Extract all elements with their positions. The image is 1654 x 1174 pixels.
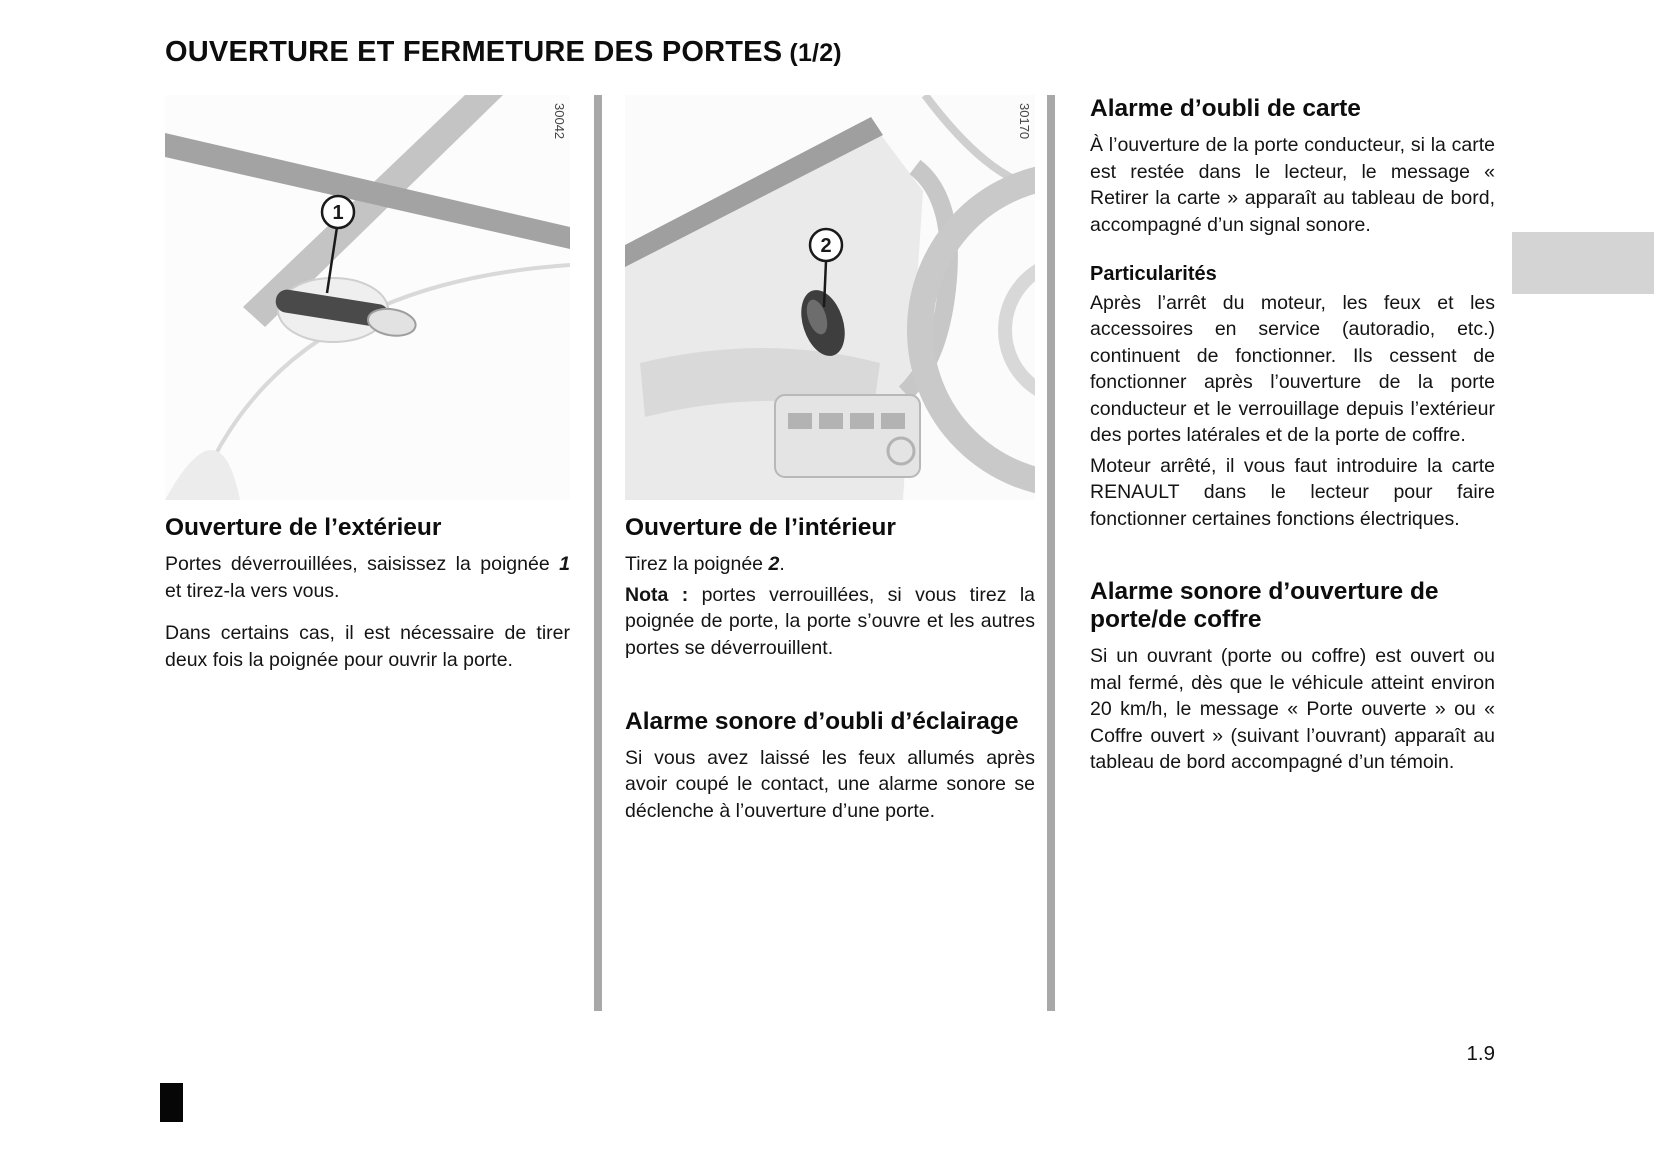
interior-para-1-end: . bbox=[779, 553, 785, 576]
handle-ref-2: 2 bbox=[768, 553, 780, 576]
heading-lights-alarm: Alarme sonore d’oubli d’éclairage bbox=[625, 707, 1019, 735]
card-alarm-para: À l’ouverture de la porte conducteur, si la carte est restée dans le lecteur, le message « Retirer la carte » apparaît au tableau de bord, accompagné d’un signal sonore. bbox=[1090, 134, 1495, 236]
subheading-particularites: Particularités bbox=[1090, 262, 1217, 285]
heading-interior: Ouverture de l’intérieur bbox=[625, 514, 896, 541]
heading-exterior: Ouverture de l’extérieur bbox=[165, 514, 442, 541]
page-title-main: OUVERTURE ET FERMETURE DES PORTES bbox=[165, 36, 783, 68]
window-switch bbox=[850, 413, 874, 429]
exterior-para-2: Dans certains cas, il est nécessaire de tirer deux fois la poignée pour ouvrir la porte. bbox=[165, 622, 570, 671]
figure-exterior-door-handle bbox=[165, 95, 570, 500]
interior-para-2 bbox=[625, 582, 1035, 662]
column-exterior bbox=[165, 95, 570, 678]
nota-text: portes verrouillées, si vous tirez la poignée de porte, la porte s’ouvre et les autres portes se déverrouillent. bbox=[625, 583, 1035, 659]
page-number: 1.9 bbox=[1466, 1042, 1495, 1065]
column-alarms bbox=[1090, 95, 1495, 780]
callout-number-1: 1 bbox=[332, 202, 344, 224]
column-divider-right bbox=[1047, 95, 1055, 1011]
heading-card-alarm: Alarme d’oubli de carte bbox=[1090, 95, 1361, 122]
exterior-para-1 bbox=[165, 551, 570, 604]
column-divider-left bbox=[594, 95, 602, 1011]
handle-ref-1: 1 bbox=[559, 553, 570, 576]
exterior-para-1-text: Portes déverrouillées, saisissez la poignée bbox=[165, 553, 560, 576]
lights-alarm-para: Si vous avez laissé les feux allumés après avoir coupé le contact, une alarme sonore se déclenche à l’ouverture d’une porte. bbox=[625, 746, 1035, 822]
section-edge-tab bbox=[1512, 232, 1654, 294]
interior-para-1-text: Tirez la poignée bbox=[625, 553, 769, 576]
print-registration-mark bbox=[160, 1083, 183, 1122]
window-switch bbox=[788, 413, 812, 429]
window-switch bbox=[819, 413, 843, 429]
figure-code-left: 30042 bbox=[552, 103, 567, 140]
interior-para-1 bbox=[625, 551, 1035, 578]
figure-interior-door bbox=[625, 95, 1035, 500]
page-title-suffix: (1/2) bbox=[782, 39, 842, 67]
nota-label: Nota : bbox=[625, 583, 689, 606]
door-open-alarm-para: Si un ouvrant (porte ou coffre) est ouvert ou mal fermé, dès que le véhicule atteint environ 20 km/h, le message « Porte ouverte » ou « Coffre ouvert » (suivant l’ouvrant) apparaît au tableau de bord accompagné d’un témoin. bbox=[1090, 645, 1495, 774]
figure-code-middle: 30170 bbox=[1017, 103, 1032, 140]
window-switch bbox=[881, 413, 905, 429]
particularites-para-1: Après l’arrêt du moteur, les feux et les accessoires en service (autoradio, etc.) continuent de fonctionner. Ils cessent de fonctionner après l’ouverture de la porte conducteur et le verrouillage depuis l’extérieur des portes latérales et de la porte de coffre. bbox=[1090, 291, 1495, 447]
callout-number-2: 2 bbox=[820, 235, 832, 257]
exterior-para-1-end: et tirez-la vers vous. bbox=[165, 579, 340, 602]
column-interior bbox=[625, 95, 1035, 828]
particularites-para-2: Moteur arrêté, il vous faut introduire la carte RENAULT dans le lecteur pour faire fonctionner certaines fonctions électriques. bbox=[1090, 454, 1495, 530]
heading-door-open-alarm: Alarme sonore d’ouverture de porte/de coffre bbox=[1090, 578, 1439, 633]
page-title bbox=[165, 36, 842, 69]
